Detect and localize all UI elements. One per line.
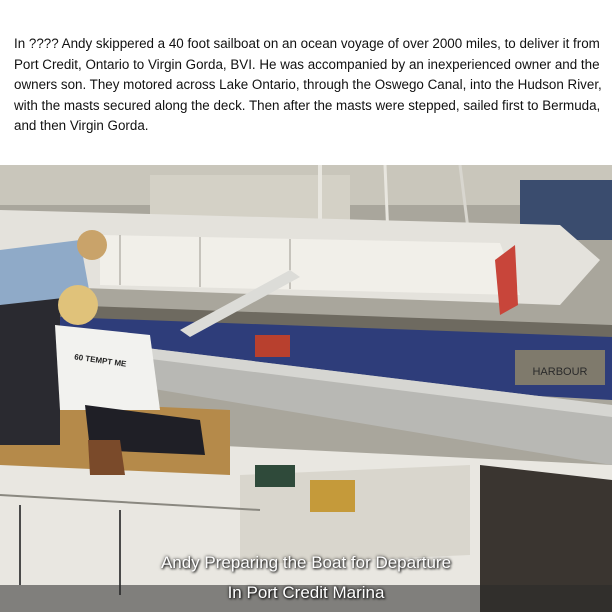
intro-paragraph: In ???? Andy skippered a 40 foot sailboat on an ocean voyage of over 2000 miles, to deliver it from Port Credit, Ontario to Virgin Gorda, BVI. He was accompanied by an inexperienced owner and the owners son. They motored across Lake Ontario, through the Oswego Canal, into the Hudson River, with the masts secured along the deck. Then after the masts were stepped, sailed first to Bermuda, and then Virgin Gorda. bbox=[14, 36, 602, 133]
person-kneeling-boot bbox=[88, 440, 125, 475]
hull-lettering: HARBOUR bbox=[532, 366, 588, 378]
person-kneeling-hair bbox=[58, 285, 98, 325]
photo-caption-line-2: In Port Credit Marina bbox=[227, 583, 385, 602]
photo-caption-line-1: Andy Preparing the Boat for Departure bbox=[160, 553, 452, 572]
marina-photo-illustration bbox=[0, 165, 612, 612]
blue-boat-fender bbox=[255, 335, 290, 357]
green-bag bbox=[255, 465, 295, 487]
upper-boat-cabin bbox=[100, 235, 520, 295]
person-kneeling-shirt bbox=[55, 325, 160, 410]
tool-box bbox=[310, 480, 355, 512]
person-standing-head bbox=[77, 230, 107, 260]
shirt-lettering: 60 TEMPT ME bbox=[73, 352, 127, 369]
marina-photo bbox=[0, 165, 612, 612]
